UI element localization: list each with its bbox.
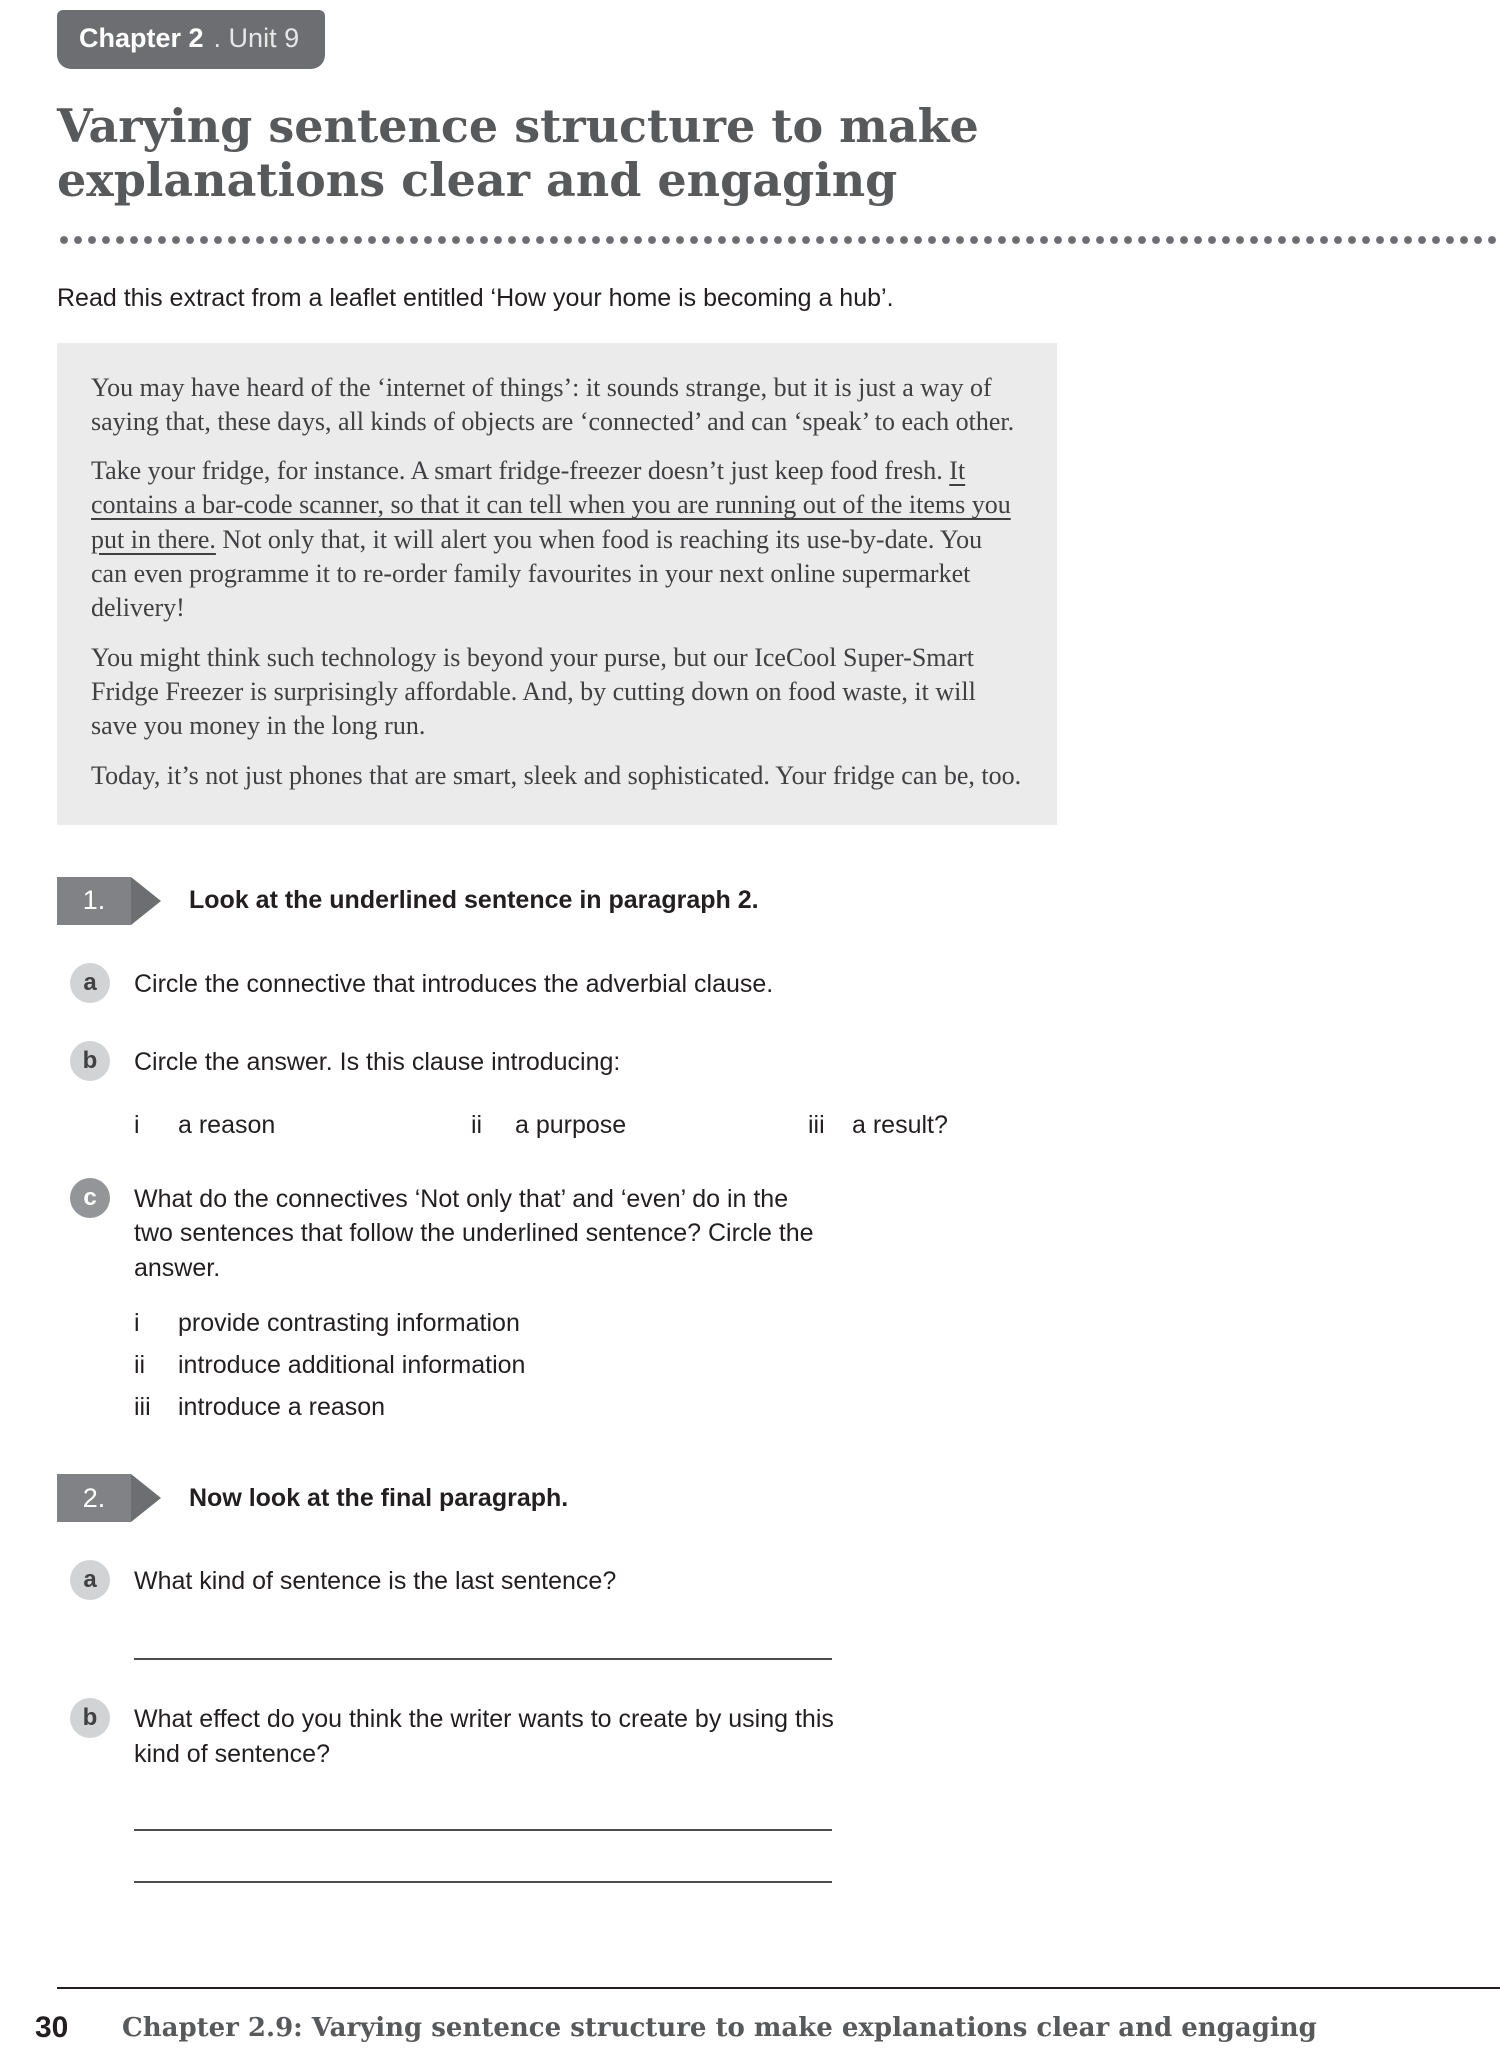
question-2a (70, 1560, 1500, 1600)
option-text: a reason (178, 1110, 276, 1139)
part-a-badge: a (70, 1560, 110, 1600)
extract-underlined-sentence: It contains a bar-code scanner, so that it can tell when you are running out of the items you put in there. (91, 456, 1011, 554)
page-title: Varying sentence structure to make explanations clear and engaging (57, 99, 979, 208)
option-text: introduce a reason (178, 1393, 386, 1422)
part-b-badge: b (70, 1698, 110, 1738)
question-1b (70, 1041, 1500, 1081)
footer-divider (57, 1987, 1500, 1989)
question-1b-text: Circle the answer. Is this clause introducing: (134, 1047, 621, 1076)
question-1-number-tag (57, 877, 161, 925)
extract-p2-after: Not only that, it will alert you when food is reaching its use-by-date. You can even programme it to re-order family favourites in your next online supermarket delivery! (91, 524, 983, 623)
extract-paragraph-4: Today, it’s not just phones that are smart, sleek and sophisticated. Your fridge can be, too. (91, 760, 1022, 790)
question-1c (70, 1178, 1500, 1286)
chapter-tab (57, 10, 325, 69)
answer-line[interactable] (134, 1829, 832, 1831)
answer-line[interactable] (134, 1881, 832, 1883)
extract-paragraph-1: You may have heard of the ‘internet of things’: it sounds strange, but it is just a way of saying that, these days, all kinds of objects are ‘connected’ and can ‘speak’ to each other. (91, 372, 1015, 436)
question-1b-options (134, 1111, 1500, 1140)
option-text: a result? (852, 1110, 948, 1139)
option-1b-i[interactable] (134, 1111, 471, 1140)
answer-line[interactable] (134, 1658, 832, 1660)
question-2-prompt: Now look at the final paragraph. (189, 1483, 569, 1512)
question-2-number-tag (57, 1474, 161, 1522)
unit-label: . Unit 9 (213, 23, 300, 53)
extract-paragraph-2 (91, 454, 1023, 626)
question-1-header (57, 877, 1500, 925)
option-text: introduce additional information (178, 1351, 526, 1380)
option-numeral: i (134, 1110, 140, 1139)
question-1-number: 1. (57, 877, 131, 925)
question-2-header (57, 1474, 1500, 1522)
page-footer (0, 1987, 1500, 2069)
question-1c-text: What do the connectives ‘Not only that’ and ‘even’ do in the two sentences that follow the underlined sentence? Circle the answer. (134, 1184, 814, 1282)
option-numeral: iii (808, 1110, 825, 1139)
option-1b-ii[interactable] (471, 1111, 808, 1140)
question-2-number: 2. (57, 1474, 131, 1522)
question-1-prompt: Look at the underlined sentence in paragraph 2. (189, 886, 759, 915)
question-2b-text: What effect do you think the writer wants to create by using this kind of sentence? (134, 1705, 834, 1768)
question-2b (70, 1698, 1500, 1771)
arrow-right-icon (131, 1474, 161, 1522)
option-1c-i[interactable] (134, 1309, 1500, 1338)
question-1a-text: Circle the connective that introduces the adverbial clause. (134, 969, 774, 998)
footer-title: Chapter 2.9: Varying sentence structure to make explanations clear and engaging (122, 2013, 1317, 2043)
part-a-badge: a (70, 963, 110, 1003)
option-1c-iii[interactable] (134, 1393, 1500, 1422)
question-1a (70, 963, 1500, 1003)
question-2a-text: What kind of sentence is the last sentence? (134, 1567, 617, 1596)
extract-paragraph-3: You might think such technology is beyond your purse, but our IceCool Super-Smart Fridge Freezer is surprisingly affordable. And, by cutting down on food waste, it will save you money in the long run. (91, 642, 976, 741)
question-1c-options (134, 1309, 1500, 1422)
option-text: provide contrasting information (178, 1309, 520, 1338)
extract-box (57, 343, 1057, 825)
extract-p2-before: Take your fridge, for instance. A smart fridge-freezer doesn’t just keep food fresh. (91, 456, 950, 486)
dotted-divider (57, 234, 1500, 246)
option-numeral: ii (471, 1110, 483, 1139)
option-numeral: ii (134, 1351, 146, 1380)
chapter-label: Chapter 2 (79, 23, 204, 53)
page-number: 30 (35, 2011, 69, 2044)
part-b-badge: b (70, 1041, 110, 1081)
option-numeral: iii (134, 1393, 151, 1422)
intro-text: Read this extract from a leaflet entitled ‘How your home is becoming a hub’. (57, 283, 894, 312)
arrow-right-icon (131, 877, 161, 925)
option-1c-ii[interactable] (134, 1351, 1500, 1380)
option-1b-iii[interactable] (808, 1111, 1145, 1140)
option-text: a purpose (515, 1110, 627, 1139)
part-c-badge: c (70, 1178, 110, 1218)
option-numeral: i (134, 1309, 140, 1338)
